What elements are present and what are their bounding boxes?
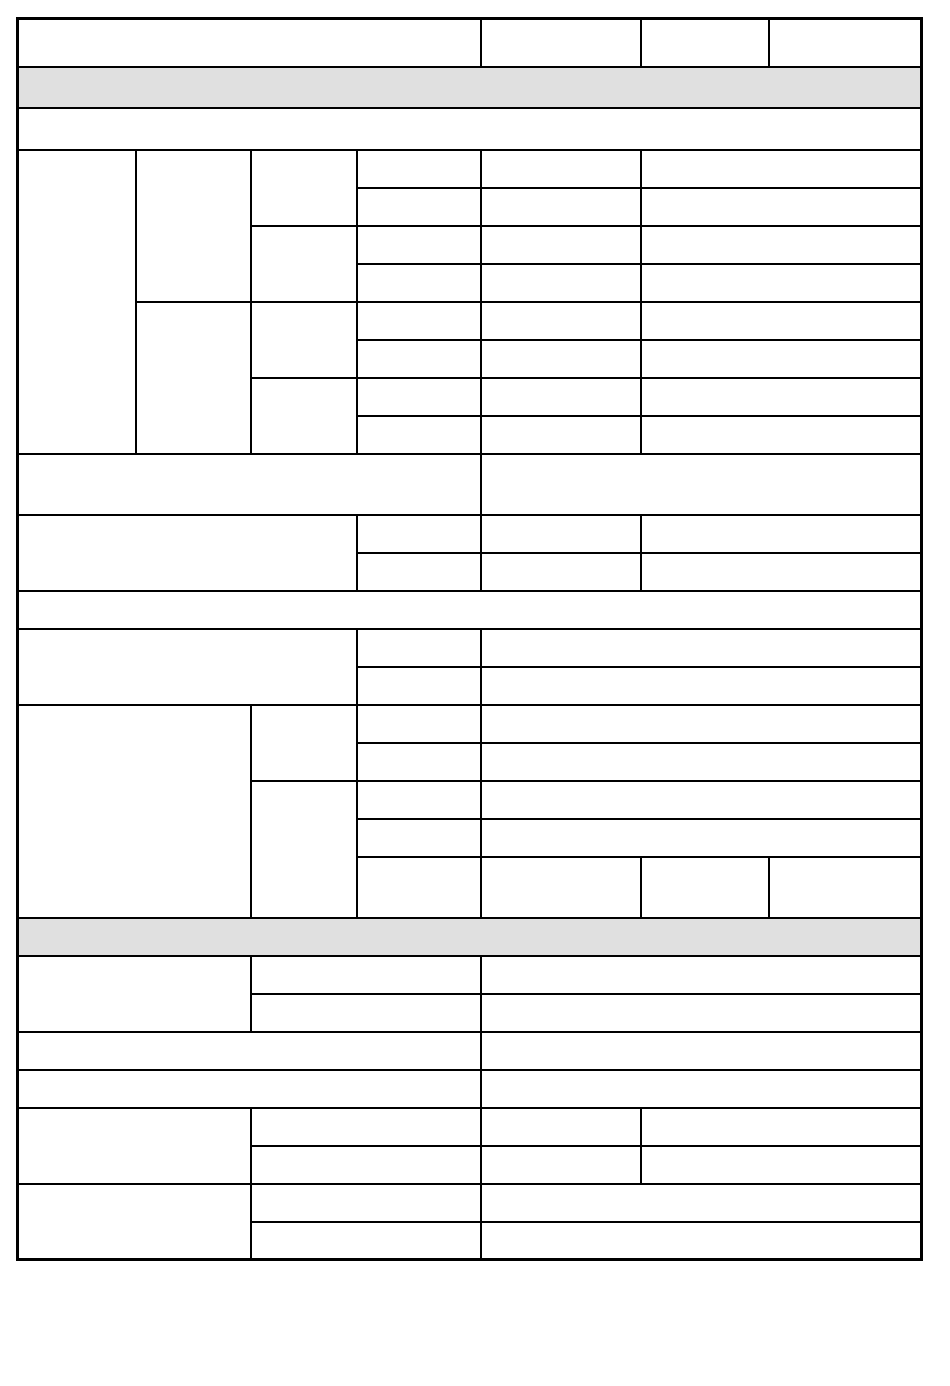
table-row [18,705,922,743]
field-remark-cell[interactable] [641,1108,922,1146]
field-label-cell [357,705,481,743]
subsection-band-2 [18,591,922,629]
field-label-cell [357,226,481,264]
field-label-cell [357,819,481,857]
section-band-1 [18,67,922,108]
table-row [18,454,922,515]
group-label-cell [18,150,136,454]
field-label-cell [251,1184,481,1222]
field-label-cell [357,629,481,667]
field-value-cell[interactable] [481,1108,641,1146]
item-label-cell [18,956,251,1032]
field-value-cell[interactable] [769,857,922,918]
field-label-cell [251,1108,481,1146]
item-label-cell [18,515,357,591]
field-value-cell[interactable] [481,1070,922,1108]
field-label-cell [357,416,481,454]
item-label-cell [18,1108,251,1184]
item-label-cell [251,302,357,378]
field-remark-cell[interactable] [641,1146,922,1184]
field-label-cell [357,302,481,340]
header-cell-3 [641,19,769,67]
field-value-cell[interactable] [481,667,922,705]
subsection-row [18,591,922,629]
header-cell-4 [769,19,922,67]
field-value-cell[interactable] [481,226,641,264]
field-label-cell [18,1032,481,1070]
field-label-cell [357,667,481,705]
subgroup-label-cell [136,150,251,302]
table-row [18,1108,922,1146]
table-row [18,150,922,188]
item-label-cell [251,378,357,454]
field-value-cell[interactable] [481,515,641,553]
field-label-cell [18,1070,481,1108]
item-label-cell [251,781,357,918]
field-label-cell [357,743,481,781]
table-row [18,515,922,553]
field-remark-cell[interactable] [641,264,922,302]
field-value-cell[interactable] [481,1222,922,1260]
subgroup-label-cell [136,302,251,454]
field-value-cell[interactable] [481,781,922,819]
field-value-cell[interactable] [481,819,922,857]
field-value-cell[interactable] [481,150,641,188]
field-label-cell [357,781,481,819]
field-label-cell [357,515,481,553]
field-remark-cell[interactable] [641,302,922,340]
field-value-cell[interactable] [481,994,922,1032]
field-label-cell [357,264,481,302]
field-value-cell[interactable] [481,302,641,340]
field-value-cell[interactable] [481,743,922,781]
field-value-cell[interactable] [481,378,641,416]
field-remark-cell[interactable] [641,188,922,226]
item-label-cell [251,705,357,781]
group-label-cell [18,705,251,918]
section-band-2 [18,918,922,956]
field-value-cell[interactable] [481,857,641,918]
table-row [18,302,922,340]
field-value-cell[interactable] [481,956,922,994]
item-label-cell [251,150,357,226]
field-value-cell[interactable] [481,454,922,515]
field-remark-cell[interactable] [641,378,922,416]
field-value-cell[interactable] [481,1184,922,1222]
blank-form-table [16,17,923,1261]
field-label-cell [251,994,481,1032]
field-value-cell[interactable] [481,188,641,226]
field-label-cell [357,340,481,378]
field-value-cell[interactable] [481,553,641,591]
field-value-cell[interactable] [641,857,769,918]
field-value-cell[interactable] [481,340,641,378]
field-remark-cell[interactable] [641,226,922,264]
section-band-row [18,67,922,108]
field-label-cell [251,956,481,994]
field-label-cell [251,1146,481,1184]
item-label-cell [251,226,357,302]
subsection-row [18,108,922,150]
field-value-cell[interactable] [481,705,922,743]
field-remark-cell[interactable] [641,150,922,188]
field-value-cell[interactable] [481,1032,922,1070]
field-label-cell [357,857,481,918]
field-label-cell [357,378,481,416]
item-label-cell [18,629,357,705]
field-value-cell[interactable] [481,416,641,454]
table-row [18,1070,922,1108]
field-label-cell [251,1222,481,1260]
header-title-cell [18,19,481,67]
subsection-band-1 [18,108,922,150]
field-remark-cell[interactable] [641,515,922,553]
field-remark-cell[interactable] [641,416,922,454]
field-value-cell[interactable] [481,1146,641,1184]
table-row [18,1184,922,1222]
field-label-cell [18,454,481,515]
table-row [18,629,922,667]
field-label-cell [357,553,481,591]
header-row [18,19,922,67]
field-value-cell[interactable] [481,629,922,667]
field-value-cell[interactable] [481,264,641,302]
field-remark-cell[interactable] [641,553,922,591]
header-cell-2 [481,19,641,67]
table-row [18,1032,922,1070]
field-label-cell [357,188,481,226]
table-row [18,956,922,994]
field-label-cell [357,150,481,188]
section-band-row [18,918,922,956]
item-label-cell [18,1184,251,1260]
field-remark-cell[interactable] [641,340,922,378]
